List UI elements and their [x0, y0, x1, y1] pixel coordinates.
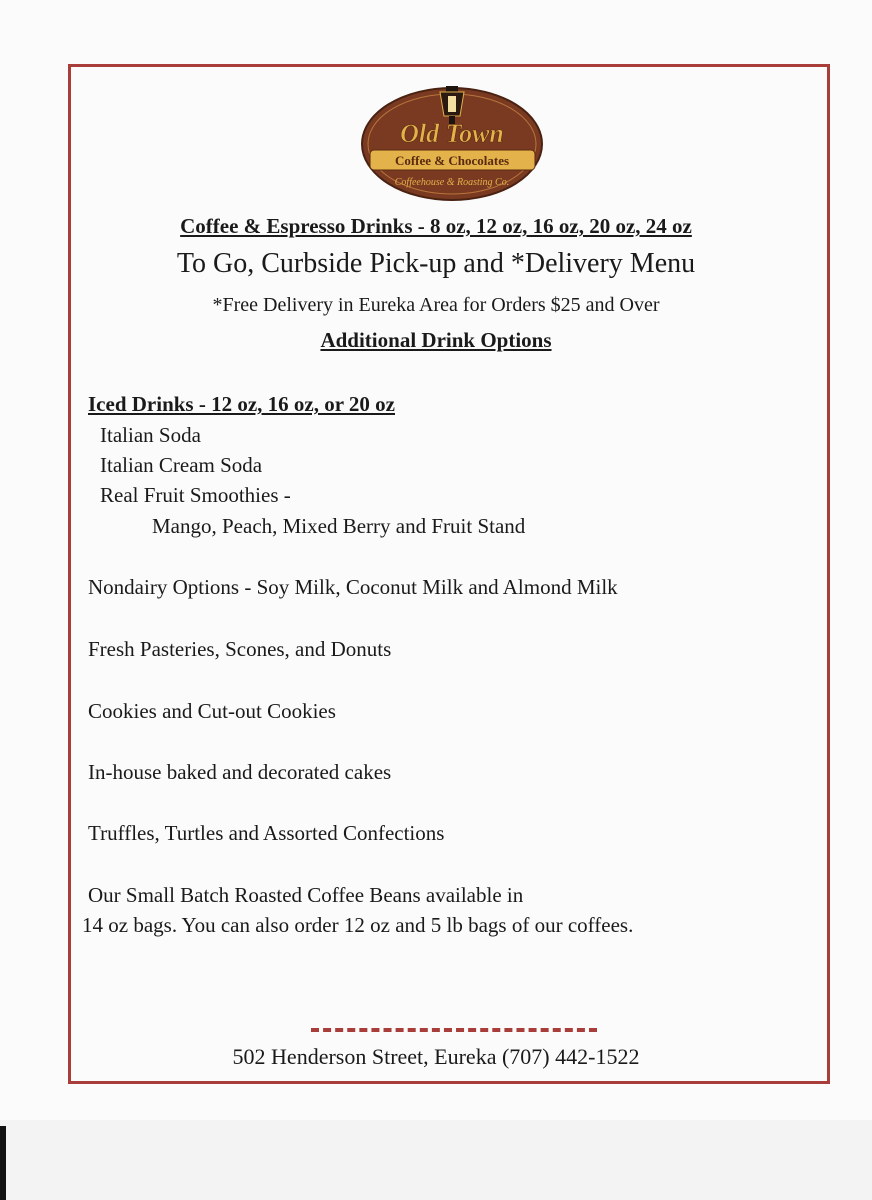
- cookies-line: Cookies and Cut-out Cookies: [88, 699, 336, 723]
- scan-edge-mark: [0, 1126, 6, 1200]
- delivery-note: *Free Delivery in Eureka Area for Orders $25 and Over: [212, 294, 660, 316]
- iced-item: Italian Cream Soda: [100, 453, 263, 477]
- address-phone: 502 Henderson Street, Eureka (707) 442-1522: [232, 1044, 640, 1069]
- menu-title: To Go, Curbside Pick-up and *Delivery Menu: [176, 248, 696, 279]
- smoothie-flavors: Mango, Peach, Mixed Berry and Fruit Stand: [152, 514, 526, 538]
- drinks-sizes-heading: Coffee & Espresso Drinks - 8 oz, 12 oz, 16 oz, 20 oz, 24 oz: [180, 214, 692, 238]
- confections-line: Truffles, Turtles and Assorted Confections: [88, 821, 445, 845]
- pastries-line: Fresh Pasteries, Scones, and Donuts: [88, 637, 392, 661]
- beans-line-1: Our Small Batch Roasted Coffee Beans available in: [88, 883, 524, 907]
- logo-line3: Coffeehouse & Roasting Co.: [394, 177, 510, 188]
- iced-item: Italian Soda: [100, 423, 201, 447]
- dashed-divider: [311, 1028, 597, 1032]
- nondairy-options: Nondairy Options - Soy Milk, Coconut Milk and Almond Milk: [88, 575, 618, 599]
- additional-options-heading: Additional Drink Options: [320, 328, 552, 352]
- beans-line-2: 14 oz bags. You can also order 12 oz and 5 lb bags of our coffees.: [82, 913, 634, 937]
- logo-line1: Old Town: [400, 119, 504, 148]
- cakes-line: In-house baked and decorated cakes: [88, 760, 392, 784]
- scan-margin: [0, 1120, 872, 1200]
- old-town-logo: [360, 84, 545, 202]
- logo-line2: Coffee & Chocolates: [394, 153, 510, 168]
- iced-item: Real Fruit Smoothies -: [100, 483, 291, 507]
- iced-drinks-heading: Iced Drinks - 12 oz, 16 oz, or 20 oz: [88, 392, 395, 416]
